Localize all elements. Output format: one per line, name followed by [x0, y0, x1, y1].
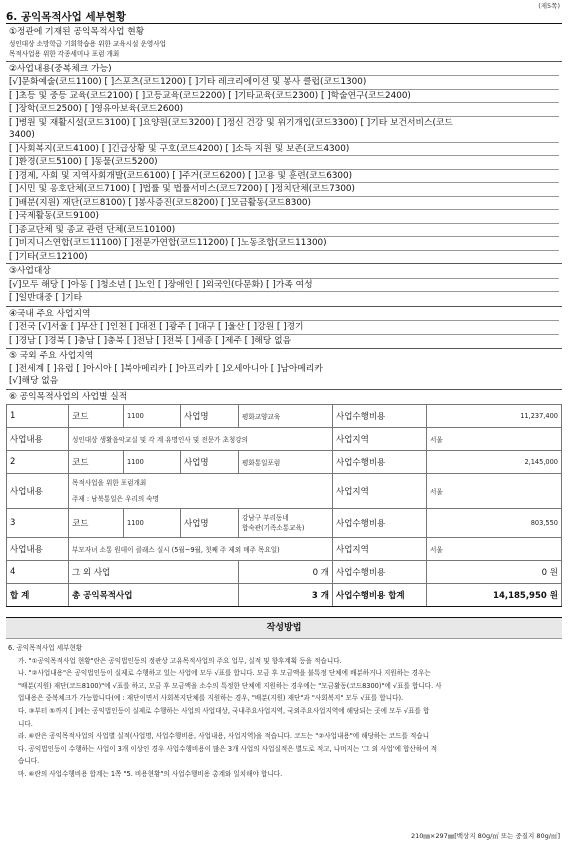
cost-label: 사업수행비용: [333, 451, 427, 474]
guide-line-4: "배분(지원) 재단(코드8100)"에 √표를 하고, 모금 후 모금액을 소수의 특정한 단체에 지원하는 경우에는 "모금활동(코드8300)"에 √표를 합니다. 사: [18, 681, 442, 690]
content-line-2: 주제 : 남북통일은 우리의 숙명: [72, 495, 160, 503]
bizname-value[interactable]: [239, 509, 333, 538]
guide-header: 작성방법: [6, 617, 562, 639]
overseas-region-line-2[interactable]: [√]해당 없음: [9, 376, 59, 386]
region-value[interactable]: 서울: [427, 428, 562, 451]
title-divider: [6, 23, 562, 24]
guide-line-5: 업내용은 중복체크가 가능합니다(예 : 재단이면서 사회복지단체를 지원하는 경우, "배분(지원) 재단"과 "사회복지" 모두 √표를 합니다).: [18, 694, 404, 703]
total-desc: 총 공익목적사업: [69, 584, 239, 607]
total-cost-label: 사업수행비용 합계: [333, 584, 427, 607]
table-row: [7, 538, 562, 561]
bizname-value[interactable]: 평화교양교육: [239, 405, 333, 428]
business-type-line-5[interactable]: [ ]사회복지(코드4100) [ ]긴급상황 및 구호(코드4200) [ ]소득 지원 및 보존(코드4300): [9, 143, 559, 157]
section-6-header: ⑥ 공익목적사업의 사업별 실적: [9, 391, 128, 402]
business-type-line-4-cont: 3400): [9, 129, 559, 143]
business-type-line-1[interactable]: [√]문화예술(코드1100) [ ]스포츠(코드1200) [ ]기타 레크리에이션 및 봉사 클럽(코드1300): [9, 76, 559, 90]
code-value[interactable]: 1100: [124, 451, 181, 474]
business-type-line-13[interactable]: [ ]기타(코드12100): [9, 251, 88, 262]
cost-value[interactable]: 803,550: [427, 509, 562, 538]
guide-line-10: 습니다.: [18, 757, 40, 766]
section-1-line-1: 성인대상 소망학급 기회학습용 위한 교육시설 운영사업: [9, 39, 166, 48]
others-unit: 개: [320, 568, 329, 578]
total-won: 원: [549, 591, 558, 601]
section-4-header: ④국내 주요 사업지역: [9, 308, 559, 322]
cost-label: 사업수행비용: [333, 405, 427, 428]
cost-value[interactable]: 2,145,000: [427, 451, 562, 474]
cost-label: 사업수행비용: [333, 509, 427, 538]
code-label: 코드: [69, 509, 124, 538]
guide-line-11: 마. ⑥란의 사업수행비용 합계는 1쪽 "5. 비용현황"의 사업수행비용 총계와 일치해야 합니다.: [18, 769, 283, 778]
code-label: 코드: [69, 405, 124, 428]
content-value[interactable]: 성인대상 생활음악교실 및 각 계 유명인사 및 전문가 초청강의: [69, 428, 333, 451]
guide-line-9: 다. 공익법인등이 수행하는 사업이 3개 이상인 경우 사업수행비용이 많은 3개 사업의 사업실적은 별도로 적고, 나머지는 '그 외 사업'에 합산하여 적: [18, 744, 438, 753]
row-no: 2: [7, 451, 69, 474]
table-row: [7, 428, 562, 451]
others-cost-label: 사업수행비용: [333, 561, 427, 584]
total-cost: 14,185,950: [493, 591, 547, 601]
others-count: 0: [312, 568, 319, 578]
guide-line-8: 라. ⑥란은 공익목적사업의 사업별 실적(사업명, 사업수행비용, 사업내용, 사업지역)을 적습니다. 코드는 "②사업내용"에 해당하는 코드를 적습니: [18, 732, 430, 741]
region-value[interactable]: 서울: [427, 538, 562, 561]
others-cost-cell[interactable]: [427, 561, 562, 584]
section-1-header: ①정관에 기재된 공익목적사업 현황: [9, 27, 145, 37]
content-value[interactable]: [69, 474, 333, 509]
content-line-1: 목적사업을 위한 포럼개최: [72, 479, 147, 487]
business-type-line-9[interactable]: [ ]배분(지원) 재단(코드8100) [ ]봉사증진(코드8200) [ ]모금활동(코드8300): [9, 197, 559, 211]
bizname-line-1: 강남구 부리동네: [242, 514, 289, 522]
total-unit: 개: [320, 591, 329, 601]
section-2: [6, 62, 562, 265]
table-row: [7, 405, 562, 428]
bizname-line-2: 합숙관(기족소통교육): [242, 524, 305, 532]
section-1-line-2: 목적사업용 위한 각종세미나 포럼 개최: [9, 50, 120, 58]
region-label: 사업지역: [333, 474, 427, 509]
content-label: 사업내용: [7, 538, 69, 561]
table-row: [7, 451, 562, 474]
business-type-line-4[interactable]: [ ]병원 및 재활시설(코드3100) [ ]요양원(코드3200) [ ]정신 건강 및 위기개입(코드3300) [ ]기타 보건서비스(코드: [9, 117, 453, 128]
business-type-line-3[interactable]: [ ]장학(코드2500) [ ]영유아보육(코드2600): [9, 103, 559, 117]
total-label: 합 계: [7, 584, 69, 607]
code-label: 코드: [69, 451, 124, 474]
code-value[interactable]: 1100: [124, 405, 181, 428]
section-5-header: ⑤ 국외 주요 사업지역: [9, 351, 94, 361]
guide-line-1: 6. 공익목적사업 세부현황: [8, 644, 83, 652]
others-count-cell[interactable]: [239, 561, 333, 584]
form-title: 6. 공익목적사업 세부현황: [6, 11, 127, 23]
guide-line-6: 다. ③부터 ⑤까지 [ ]에는 공익법인등이 실제로 수행하는 사업의 사업대상, 국내주요사업지역, 국외주요사업지역에 해당되는 곳에 모두 √표를 합: [18, 706, 430, 715]
total-cost-cell[interactable]: [427, 584, 562, 607]
bizname-label: 사업명: [181, 451, 239, 474]
performance-table: [6, 404, 562, 607]
guide-body: [6, 639, 562, 781]
code-value[interactable]: 1100: [124, 509, 181, 538]
row-no: 3: [7, 509, 69, 538]
target-line-1[interactable]: [√]모두 해당 [ ]아동 [ ]청소년 [ ]노인 [ ]장애인 [ ]외국인(다문화) [ ]가족 여성: [9, 279, 559, 293]
guide-line-3: 나. "②사업내용"은 공익법인등이 실제로 수행하고 있는 사업에 모두 √표를 합니다. 모금 후 모금액을 불특정 단체에 배분하거나 지원하는 경우는: [18, 669, 431, 678]
content-label: 사업내용: [7, 428, 69, 451]
business-type-line-7[interactable]: [ ]경제, 사회 및 지역사회개발(코드6100) [ ]주거(코드6200) [ ]고용 및 훈련(코드6300): [9, 170, 559, 184]
content-label: 사업내용: [7, 474, 69, 509]
business-type-line-10[interactable]: [ ]국제활동(코드9100): [9, 210, 559, 224]
business-type-line-8[interactable]: [ ]시민 및 옹호단체(코드7100) [ ]법률 및 법률서비스(코드7200) [ ]정치단체(코드7300): [9, 183, 559, 197]
table-row: [7, 474, 562, 509]
others-won: 원: [549, 568, 558, 578]
bizname-label: 사업명: [181, 405, 239, 428]
business-type-line-11[interactable]: [ ]종교단체 및 종교 관련 단체(코드10100): [9, 224, 559, 238]
paper-spec-footer: 210㎜×297㎜[백상지 80g/㎡ 또는 중질지 80g/㎡]: [410, 832, 560, 840]
region-value[interactable]: 서울: [427, 474, 562, 509]
section-3: [6, 264, 562, 307]
domestic-region-line-2[interactable]: [ ]경남 [ ]경북 [ ]충남 [ ]충북 [ ]전남 [ ]전북 [ ]세종 [ ]제주 [ ]해당 없음: [9, 335, 292, 346]
target-line-2[interactable]: [ ]일반대중 [ ]기타: [9, 293, 83, 303]
cost-value[interactable]: 11,237,400: [427, 405, 562, 428]
bizname-value[interactable]: 평화통일포럼: [239, 451, 333, 474]
business-type-line-2[interactable]: [ ]초등 및 중등 교육(코드2100) [ ]고등교육(코드2200) [ ]기타교육(코드2300) [ ]학술연구(코드2400): [9, 90, 559, 104]
domestic-region-line-1[interactable]: [ ]전국 [√]서울 [ ]부산 [ ]인천 [ ]대전 [ ]광주 [ ]대구 [ ]울산 [ ]강원 [ ]경기: [9, 321, 559, 335]
section-4: [6, 307, 562, 350]
form-body: [6, 25, 562, 781]
others-row: [7, 561, 562, 584]
guide-line-7: 니다.: [18, 719, 33, 728]
section-2-header: ②사업내용(중복체크 가능): [9, 63, 559, 77]
guide-line-2: 가. "①공익목적사업 현황"란은 공익법인등의 정관상 고유목적사업의 주요 업무, 실적 및 향후계획 등을 적습니다.: [18, 656, 342, 665]
content-value[interactable]: 부모자녀 소통 원데이 클래스 실시 (5월~9월, 첫째 주 제외 매주 목요일): [69, 538, 333, 561]
table-row: [7, 509, 562, 538]
others-cost: 0: [541, 568, 548, 578]
business-type-line-12[interactable]: [ ]비지니스연합(코드11100) [ ]전문가연합(코드11200) [ ]노동조합(코드11300): [9, 237, 559, 251]
section-5: [6, 349, 562, 390]
overseas-region-line-1[interactable]: [ ]전세계 [ ]유럽 [ ]아시아 [ ]북아메리카 [ ]아프리카 [ ]오세아니아 [ ]남아메리카: [9, 363, 323, 374]
region-label: 사업지역: [333, 428, 427, 451]
row-no: 1: [7, 405, 69, 428]
section-6-header-row: [6, 390, 562, 405]
page-number: (제5쪽): [538, 2, 560, 10]
section-3-header: ③사업대상: [9, 265, 559, 279]
total-count: 3: [311, 591, 318, 601]
total-row: [7, 584, 562, 607]
business-type-line-6[interactable]: [ ]환경(코드5100) [ ]동물(코드5200): [9, 156, 559, 170]
total-count-cell[interactable]: [239, 584, 333, 607]
others-no: 4: [7, 561, 69, 584]
bizname-label: 사업명: [181, 509, 239, 538]
section-1: [6, 25, 562, 62]
region-label: 사업지역: [333, 538, 427, 561]
others-label: 그 외 사업: [69, 561, 239, 584]
